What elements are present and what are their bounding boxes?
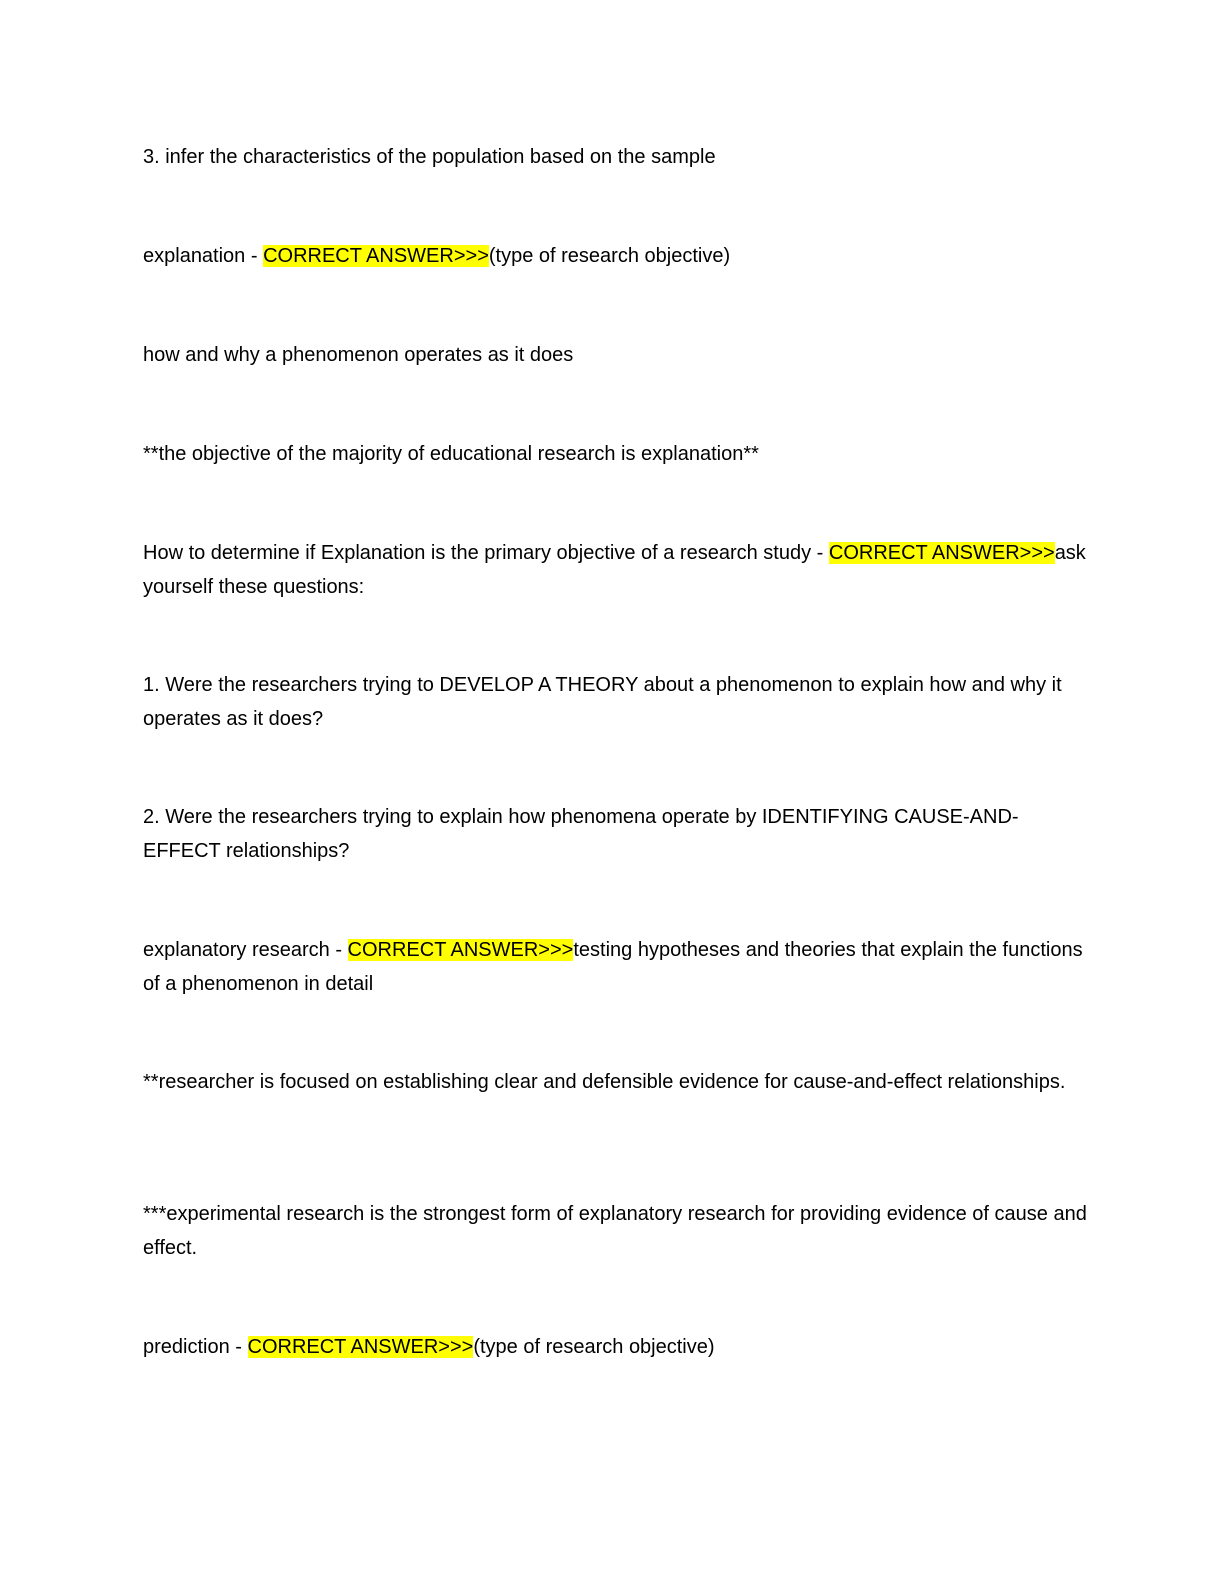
paragraph-researcher-focus: **researcher is focused on establishing clear and defensible evidence for cause-and-effect relationships. [143,1071,1066,1093]
correct-answer-highlight: CORRECT ANSWER>>> [347,939,574,961]
paragraph-objective-note: **the objective of the majority of educational research is explanation** [143,443,759,465]
term-text: explanatory research - [143,939,348,961]
paragraph-prediction-definition [143,1330,715,1364]
correct-answer-highlight: CORRECT ANSWER>>> [247,1336,474,1358]
correct-answer-highlight: CORRECT ANSWER>>> [828,542,1055,564]
answer-text: (type of research objective) [488,245,731,267]
paragraph-explanatory-research [143,933,1088,1001]
term-text: explanation - [143,245,264,267]
paragraph-question-2: 2. Were the researchers trying to explain how phenomena operate by IDENTIFYING CAUSE-AND-EFFECT relationships? [143,806,1019,862]
term-text: prediction - [143,1336,248,1358]
paragraph-experimental-research: ***experimental research is the strongest form of explanatory research for providing evidence of cause and effect. [143,1203,1087,1259]
paragraph-infer-characteristics: 3. infer the characteristics of the population based on the sample [143,146,716,168]
correct-answer-highlight: CORRECT ANSWER>>> [263,245,489,267]
answer-text: (type of research objective) [473,1336,715,1358]
answer-text: ask yourself these questions: [143,542,1086,598]
paragraph-how-and-why: how and why a phenomenon operates as it does [143,344,574,366]
paragraph-explanation-definition [143,239,730,273]
paragraph-question-1: 1. Were the researchers trying to DEVELOP A THEORY about a phenomenon to explain how and why it operates as it does? [143,674,1062,730]
paragraph-how-to-determine [143,536,1088,604]
term-text: How to determine if Explanation is the primary objective of a research study - [143,542,829,564]
answer-text: testing hypotheses and theories that explain the functions of a phenomenon in detail [143,939,1083,995]
